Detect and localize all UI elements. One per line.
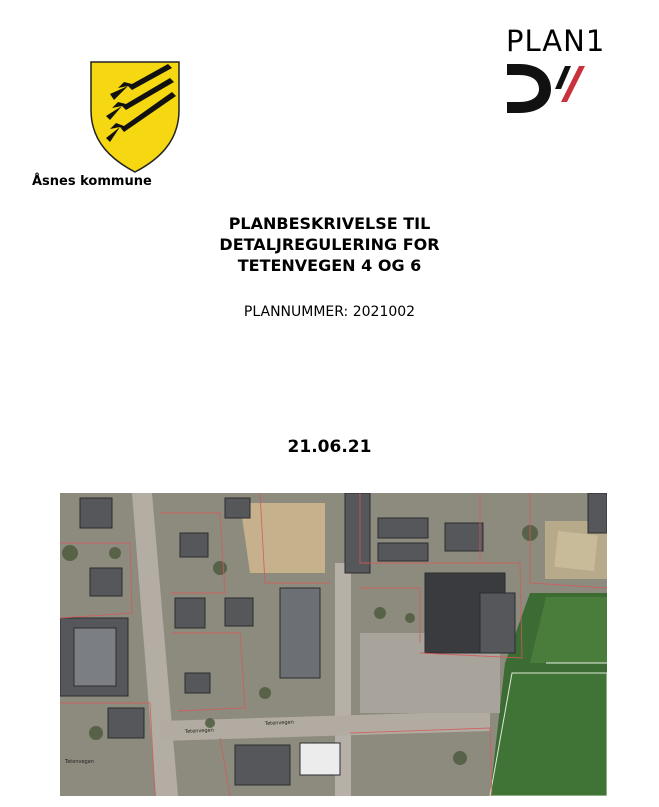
road-label: Tetenvegen (184, 727, 215, 735)
plan1-logo-mark (505, 62, 585, 114)
aerial-map-image (60, 493, 607, 796)
municipality-name: Åsnes kommune (32, 174, 152, 189)
coat-of-arms-icon (88, 60, 182, 174)
road-label: Tetenvegen (264, 719, 295, 727)
title-line-3: TETENVEGEN 4 OG 6 (237, 256, 422, 275)
document-date: 21.06.21 (287, 437, 372, 457)
title-line-2: DETALJREGULERING FOR (219, 235, 440, 254)
plan-number: PLANNUMMER: 2021002 (243, 304, 416, 320)
company-logo-text: PLAN1 (506, 24, 606, 58)
document-title (0, 213, 659, 276)
title-line-1: PLANBESKRIVELSE TIL (228, 214, 431, 233)
road-label: Tetenvegen (65, 759, 94, 765)
